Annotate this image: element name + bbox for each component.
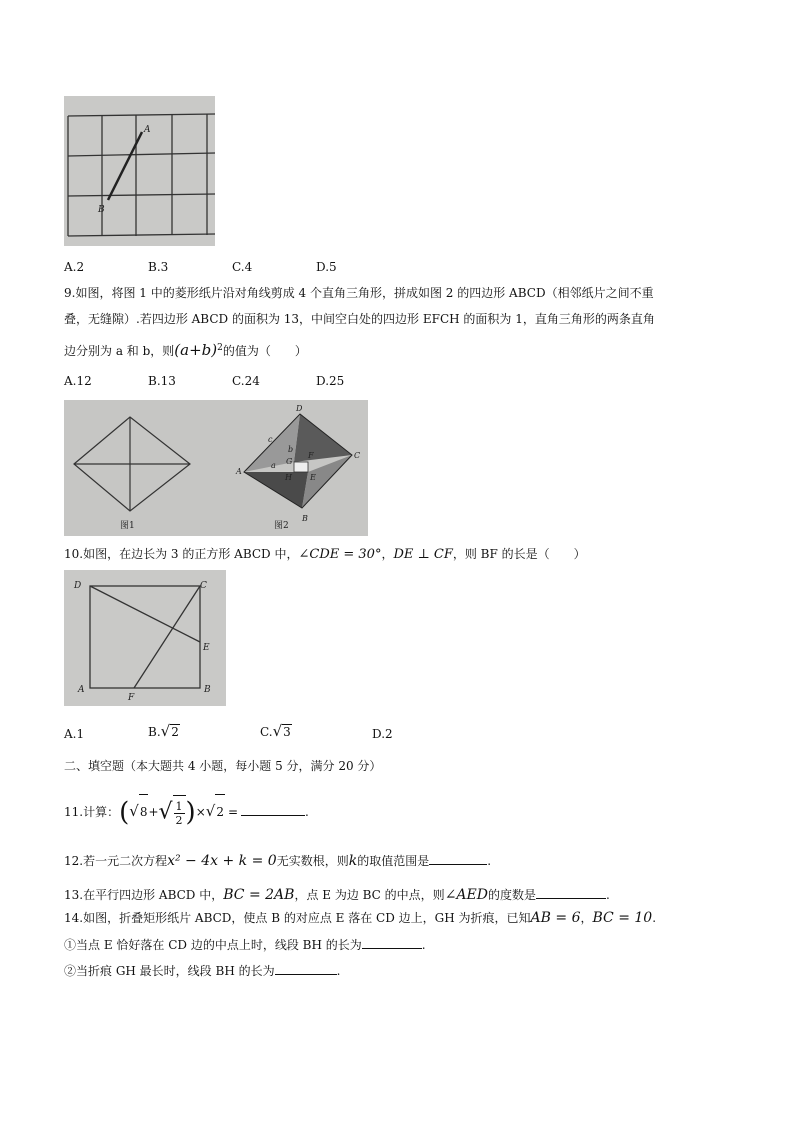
q14-text: 14.如图，折叠矩形纸片 ABCD，使点 B 的对应点 E 落在 CD 边上，GH 为折痕，已知 <box>64 911 531 925</box>
q11-prefix: 11.计算： <box>64 805 120 819</box>
q10-angle: ∠CDE = 30° <box>298 547 382 562</box>
q10-option-a: A.1 <box>64 727 85 741</box>
q10-option-d: D.2 <box>372 727 393 741</box>
grid-drawing <box>64 96 215 246</box>
point-a-label: A <box>144 125 151 135</box>
fig2-label-e: E <box>310 473 316 482</box>
q12-prefix: 12.若一元二次方程 <box>64 854 168 868</box>
q9-exponent: 2 <box>217 343 223 353</box>
q8-option-a: A.2 <box>64 260 85 274</box>
q12-equation: x² − 4x + k = 0 <box>167 853 277 869</box>
q8-option-c: C.4 <box>232 260 253 274</box>
q9-line-3-tail: 的值为（ ） <box>222 344 307 358</box>
grid-figure <box>64 96 215 246</box>
fig2-label-c-side: c <box>268 435 273 444</box>
q10-stem: 10.如图，在边长为 3 的正方形 ABCD 中，∠CDE = 30°，DE ⊥ CF，则 BF 的长是（ ） <box>64 547 586 562</box>
q10-perpendicular: DE ⊥ CF <box>393 547 453 562</box>
q13: 13.在平行四边形 ABCD 中，BC = 2AB，点 E 为边 BC 的中点，则∠AED的度数是 . <box>64 887 610 903</box>
q9-option-d: D.25 <box>316 374 345 388</box>
q11-rad8: 8 <box>139 794 149 829</box>
sq-label-c: C <box>200 581 207 591</box>
fig2-label-g: G <box>286 457 293 466</box>
q12: 12.若一元二次方程x² − 4x + k = 0无实数根，则k的取值范围是 . <box>64 853 492 869</box>
q11-rad2: 2 <box>215 794 225 829</box>
q11: 11.计算：(√8+√ $\frac{1}{2}$ )×√2 = . <box>64 794 309 830</box>
q13-answer-blank[interactable] <box>536 886 606 899</box>
fig2-label-h: H <box>285 473 292 482</box>
q9-line-3 <box>64 340 307 359</box>
q9-option-c: C.24 <box>232 374 260 388</box>
square-figure <box>64 570 226 706</box>
fig2-label-c: C <box>354 451 361 460</box>
q9-line-3-text: 边分别为 a 和 b，则 <box>64 344 175 358</box>
fig2-label-a-side: a <box>271 461 276 470</box>
q14-sub-2: ②当折痕 GH 最长时，线段 BH 的长为 . <box>64 964 341 978</box>
rhombus-figure <box>64 400 368 536</box>
q14-answer-blank-1[interactable] <box>362 936 422 949</box>
fig2-label-b: B <box>302 514 308 523</box>
rhombus-drawing <box>64 400 368 536</box>
figure-1-caption: 图1 <box>120 521 135 531</box>
square-drawing <box>64 570 226 706</box>
q10-option-b: B.√2 <box>148 722 179 740</box>
q14-sub-1: ①当点 E 恰好落在 CD 边的中点上时，线段 BH 的长为 . <box>64 938 426 952</box>
fig2-label-d: D <box>296 404 303 413</box>
q8-option-b: B.3 <box>148 260 169 274</box>
sq-label-d: D <box>74 581 82 591</box>
q13-prefix: 13.在平行四边形 ABCD 中， <box>64 888 224 902</box>
sq-label-f: F <box>128 693 135 703</box>
q12-answer-blank[interactable] <box>429 852 487 865</box>
fig2-label-a: A <box>236 467 242 476</box>
q10-option-c: C.√3 <box>260 722 291 740</box>
figure-2-caption: 图2 <box>274 521 289 531</box>
q9-line-2: 叠，无缝隙）.若四边形 ABCD 的面积为 13，中间空白处的四边形 EFCH 的面积为 1，直角三角形的两条直角 <box>64 312 655 326</box>
q13-equation: BC = 2AB <box>223 887 295 903</box>
q9-option-a: A.12 <box>64 374 92 388</box>
q9-option-b: B.13 <box>148 374 176 388</box>
q9-expression: (a+b) <box>174 341 218 359</box>
q10-text-a: 10.如图，在边长为 3 的正方形 ABCD 中， <box>64 547 299 561</box>
sq-label-e: E <box>203 643 210 653</box>
section-2-heading: 二、填空题（本大题共 4 小题，每小题 5 分，满分 20 分） <box>64 759 382 773</box>
q10-text-b: ，则 BF 的长是（ ） <box>452 547 586 561</box>
sq-label-a: A <box>78 685 85 695</box>
q14-answer-blank-2[interactable] <box>275 962 337 975</box>
fig2-label-b-side: b <box>288 445 294 454</box>
q8-option-d: D.5 <box>316 260 337 274</box>
point-b-label: B <box>98 205 105 215</box>
q14-stem: 14.如图，折叠矩形纸片 ABCD，使点 B 的对应点 E 落在 CD 边上，GH 为折痕，已知AB = 6，BC = 10. <box>64 910 657 926</box>
q11-answer-blank[interactable] <box>241 803 305 816</box>
q9-line-1: 9.如图，将图 1 中的菱形纸片沿对角线剪成 4 个直角三角形，拼成如图 2 的四边形 ABCD（相邻纸片之间不重 <box>64 286 654 300</box>
sq-label-b: B <box>204 685 211 695</box>
fig2-label-f: F <box>308 451 314 460</box>
